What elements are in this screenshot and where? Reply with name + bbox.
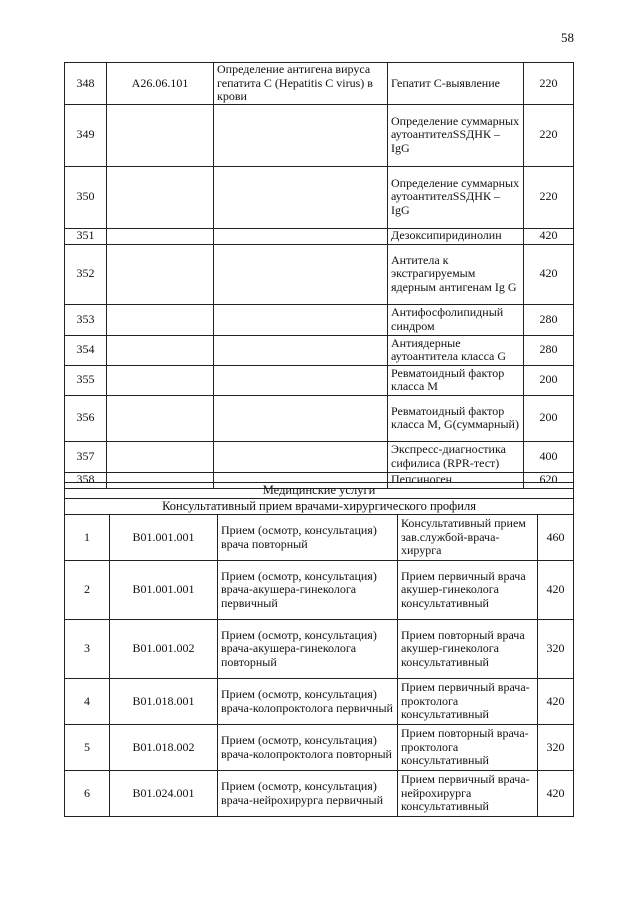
service-code: В01.001.002 <box>110 620 218 679</box>
subsection-title: Консультативный прием врачами-хирургического профиля <box>65 499 574 515</box>
price: 220 <box>524 63 574 105</box>
service-note: Антиядерные аутоантитела класса G <box>388 335 524 365</box>
service-note: Ревматоидный фактор класса М <box>388 365 524 395</box>
service-name <box>214 104 388 166</box>
service-code: В01.024.001 <box>110 771 218 817</box>
price: 280 <box>524 335 574 365</box>
row-number: 5 <box>65 725 110 771</box>
service-name <box>214 304 388 335</box>
row-number: 351 <box>65 228 107 244</box>
service-name: Прием (осмотр, консультация) врача-колопроктолога повторный <box>218 725 398 771</box>
service-note: Определение суммарных аутоантителSSДНК – IgG <box>388 104 524 166</box>
service-name: Прием (осмотр, консультация) врача-нейрохирурга первичный <box>218 771 398 817</box>
service-code: В01.018.001 <box>110 679 218 725</box>
service-note: Определение суммарных аутоантителSSДНК – IgG <box>388 166 524 228</box>
service-note: Прием повторный врача акушер-гинеколога консультативный <box>398 620 538 679</box>
service-code <box>107 335 214 365</box>
row-number: 349 <box>65 104 107 166</box>
table-row <box>65 725 574 771</box>
row-number: 4 <box>65 679 110 725</box>
service-code: В01.018.002 <box>110 725 218 771</box>
service-name <box>214 166 388 228</box>
price: 320 <box>538 620 574 679</box>
service-name <box>214 335 388 365</box>
row-number: 3 <box>65 620 110 679</box>
table-row <box>65 304 574 335</box>
service-code: В01.001.001 <box>110 561 218 620</box>
service-name <box>214 395 388 441</box>
row-number: 355 <box>65 365 107 395</box>
service-code <box>107 228 214 244</box>
price: 220 <box>524 166 574 228</box>
service-code <box>107 104 214 166</box>
service-code <box>107 395 214 441</box>
service-code <box>107 166 214 228</box>
service-name: Прием (осмотр, консультация) врача-акушера-гинеколога повторный <box>218 620 398 679</box>
page-number: 58 <box>561 30 574 45</box>
service-name <box>214 244 388 304</box>
table-row <box>65 620 574 679</box>
price: 320 <box>538 725 574 771</box>
table-row <box>65 166 574 228</box>
service-note: Прием повторный врача-проктолога консультативный <box>398 725 538 771</box>
table-row <box>65 228 574 244</box>
price: 200 <box>524 395 574 441</box>
service-code: В01.001.001 <box>110 515 218 561</box>
service-code: A26.06.101 <box>107 63 214 105</box>
row-number: 6 <box>65 771 110 817</box>
service-note: Дезоксипиридинолин <box>388 228 524 244</box>
table-row <box>65 679 574 725</box>
price: 200 <box>524 365 574 395</box>
table-row <box>65 395 574 441</box>
price: 220 <box>524 104 574 166</box>
row-number: 352 <box>65 244 107 304</box>
service-note: Пепсиноген <box>388 472 524 488</box>
price: 400 <box>524 441 574 472</box>
table-row <box>65 244 574 304</box>
row-number: 353 <box>65 304 107 335</box>
price: 460 <box>538 515 574 561</box>
row-number: 356 <box>65 395 107 441</box>
service-code <box>107 304 214 335</box>
service-note: Ревматоидный фактор класса М, G(суммарный) <box>388 395 524 441</box>
service-note: Прием первичный врача акушер-гинеколога консультативный <box>398 561 538 620</box>
service-code <box>107 244 214 304</box>
subsection-row <box>65 499 574 515</box>
service-note: Гепатит С-выявление <box>388 63 524 105</box>
row-number: 348 <box>65 63 107 105</box>
table-row <box>65 335 574 365</box>
service-code <box>107 365 214 395</box>
table-row <box>65 63 574 105</box>
price: 420 <box>538 771 574 817</box>
service-note: Консультативный прием зав.службой-врача-хирурга <box>398 515 538 561</box>
row-number: 350 <box>65 166 107 228</box>
price: 420 <box>524 244 574 304</box>
table-row <box>65 515 574 561</box>
service-name: Прием (осмотр, консультация) врача-акушера-гинеколога первичный <box>218 561 398 620</box>
service-name <box>214 365 388 395</box>
service-note: Антифосфолипидный синдром <box>388 304 524 335</box>
service-note: Прием первичный врача-нейрохирурга консультативный <box>398 771 538 817</box>
row-number: 1 <box>65 515 110 561</box>
price: 620 <box>524 472 574 488</box>
price-table-top <box>64 62 574 489</box>
service-name: Прием (осмотр, консультация) врача повторный <box>218 515 398 561</box>
row-number: 357 <box>65 441 107 472</box>
service-name <box>214 441 388 472</box>
row-number: 354 <box>65 335 107 365</box>
service-name <box>214 228 388 244</box>
price-table-bottom <box>64 482 574 817</box>
price: 420 <box>538 679 574 725</box>
price: 420 <box>538 561 574 620</box>
table-row <box>65 441 574 472</box>
table-row <box>65 561 574 620</box>
price: 280 <box>524 304 574 335</box>
row-number: 2 <box>65 561 110 620</box>
section-title: Медицинские услуги <box>65 483 574 499</box>
row-number: 358 <box>65 472 107 488</box>
service-note: Антитела к экстрагируемым ядерным антигенам Ig G <box>388 244 524 304</box>
service-note: Прием первичный врача-проктолога консультативный <box>398 679 538 725</box>
table-row <box>65 104 574 166</box>
table-row <box>65 365 574 395</box>
section-row <box>65 483 574 499</box>
service-code <box>107 441 214 472</box>
price: 420 <box>524 228 574 244</box>
service-name: Прием (осмотр, консультация) врача-колопроктолога первичный <box>218 679 398 725</box>
service-note: Экспресс-диагностика сифилиса (RPR-тест) <box>388 441 524 472</box>
table-row <box>65 771 574 817</box>
service-name: Определение антигена вируса гепатита С (Hepatitis C virus) в крови <box>214 63 388 105</box>
